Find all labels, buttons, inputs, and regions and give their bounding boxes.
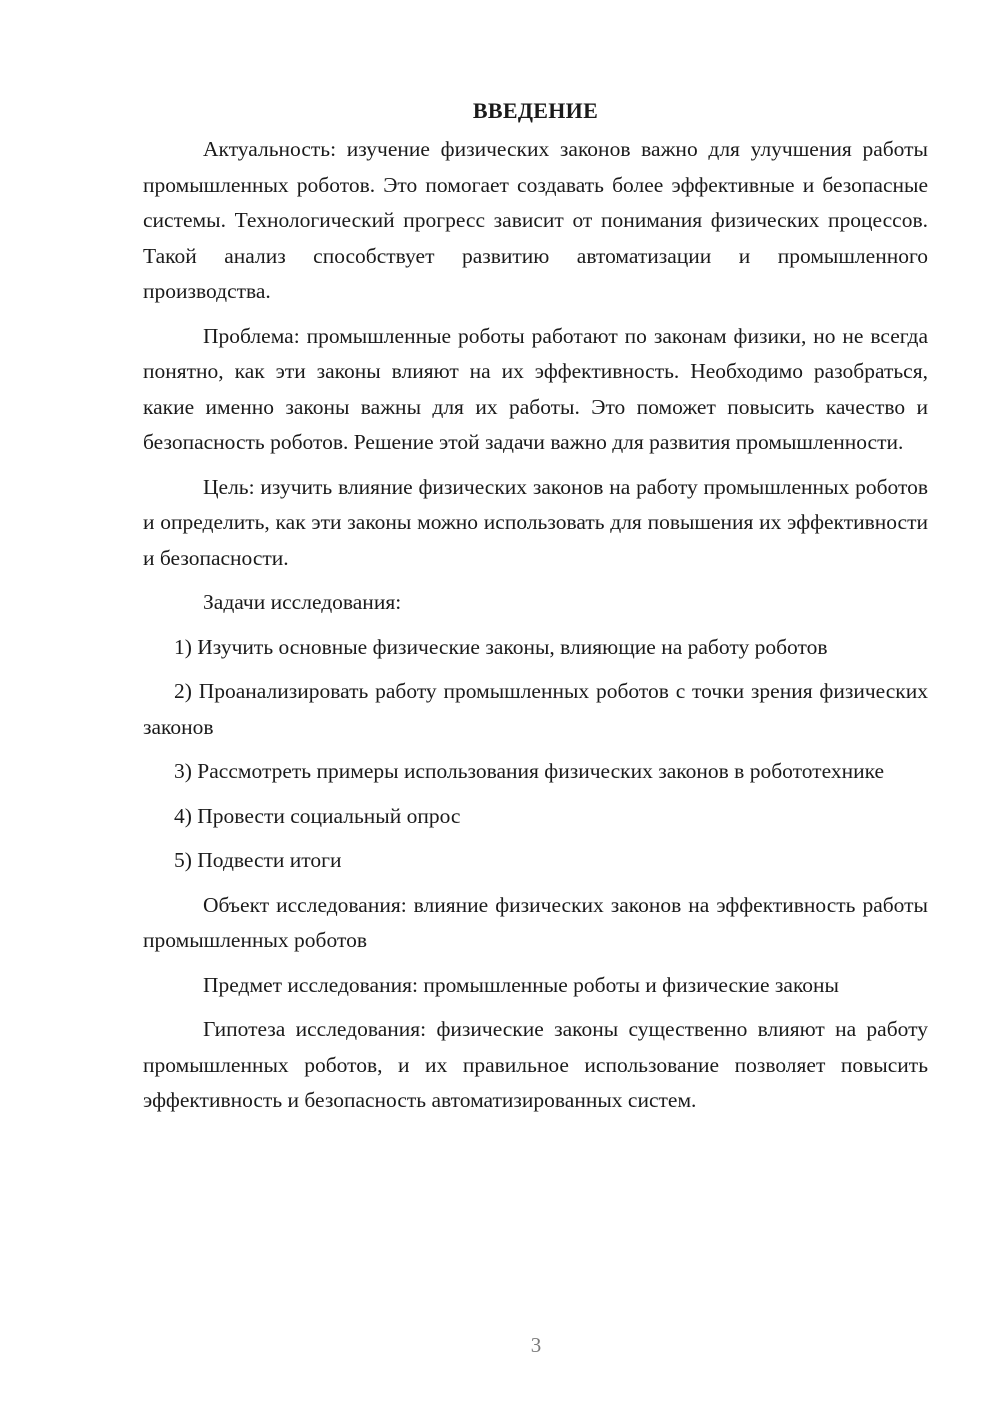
problem-paragraph: Проблема: промышленные роботы работают по законам физики, но не всегда понятно, как эти законы влияют на их эффективность. Необходимо разобраться, какие именно законы важны для их работы. Это поможет повысить качество и безопасность роботов. Решение этой задачи важно для развития промышленности.	[143, 323, 928, 454]
section-title: ВВЕДЕНИЕ	[472, 98, 599, 123]
task-item: 5) Подвести итоги	[174, 848, 342, 872]
object-paragraph: Объект исследования: влияние физических законов на эффективность работы промышленных роботов	[143, 892, 928, 952]
task-item: 4) Провести социальный опрос	[174, 803, 461, 828]
task-item: 1) Изучить основные физические законы, влияющие на работу роботов	[174, 634, 828, 659]
page-number: 3	[530, 1333, 542, 1357]
subject-paragraph: Предмет исследования: промышленные роботы и физические законы	[203, 972, 840, 997]
hypothesis-paragraph: Гипотеза исследования: физические законы существенно влияют на работу промышленных роботов, и их правильное использование позволяет повысить эффективность и безопасность автоматизированных систем.	[143, 1017, 928, 1112]
page-content	[143, 94, 928, 1119]
goal-paragraph: Цель: изучить влияние физических законов на работу промышленных роботов и определить, как эти законы можно использовать для повышения их эффективности и безопасности.	[143, 474, 928, 570]
task-item: 3) Рассмотреть примеры использования физических законов в робототехнике	[174, 759, 885, 783]
task-item: 2) Проанализировать работу промышленных роботов с точки зрения физических законов	[143, 679, 928, 739]
tasks-heading: Задачи исследования:	[203, 590, 402, 614]
relevance-paragraph: Актуальность: изучение физических законов важно для улучшения работы промышленных роботов. Это помогает создавать более эффективные и безопасные системы. Технологический прогресс зависит от понимания физических процессов. Такой анализ способствует развитию автоматизации и промышленного производства.	[143, 137, 928, 303]
